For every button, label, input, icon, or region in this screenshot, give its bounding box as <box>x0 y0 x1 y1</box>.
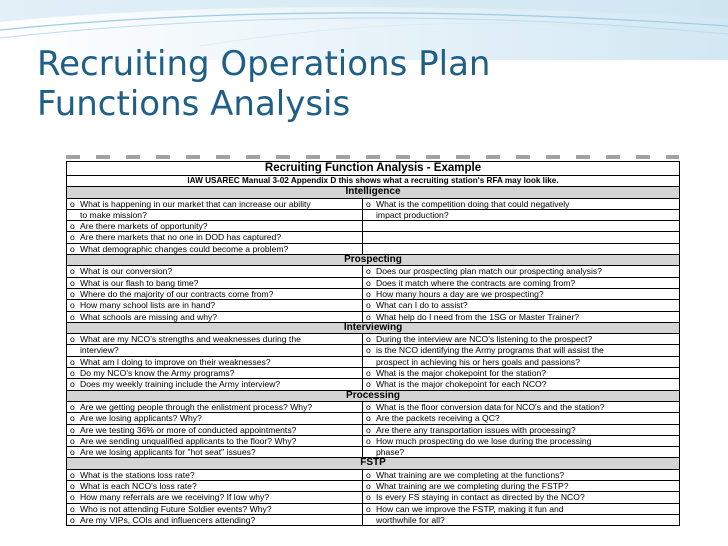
table-row <box>67 356 680 367</box>
table-row <box>67 311 680 322</box>
question-text: phase? <box>376 447 405 458</box>
right-cell <box>363 447 680 458</box>
table-row <box>67 221 680 232</box>
slide-title-line-2: Functions Analysis <box>37 84 351 124</box>
left-cell <box>67 368 363 379</box>
question-text: Are we losing applicants for "hot seat" issues? <box>80 447 256 458</box>
question-text: Does it match where the contracts are coming from? <box>376 277 576 288</box>
bullet-marker: o <box>70 481 75 492</box>
left-cell <box>67 266 363 277</box>
left-cell <box>67 232 363 243</box>
question-text: interview? <box>80 345 119 356</box>
right-cell <box>363 469 680 480</box>
table-row <box>67 368 680 379</box>
bullet-marker: o <box>366 435 371 446</box>
question-text: Are the packets receiving a QC? <box>376 413 500 424</box>
left-cell <box>67 379 363 390</box>
bullet-marker: o <box>70 368 75 379</box>
left-cell <box>67 435 363 446</box>
bullet-marker: o <box>70 300 75 311</box>
bullet-marker: o <box>366 300 371 311</box>
question-text: Does my weekly training include the Army interview? <box>80 379 281 390</box>
question-text: How can we improve the FSTP, making it fun and <box>376 503 564 514</box>
bullet-marker: o <box>70 288 75 299</box>
bullet-marker: o <box>366 368 371 379</box>
left-cell <box>67 424 363 435</box>
question-text: is the NCO identifying the Army programs that will assist the <box>376 345 604 356</box>
table-row <box>67 243 680 254</box>
question-text: What am I doing to improve on their weaknesses? <box>80 356 271 367</box>
question-text: What is the floor conversion data for NCO's and the station? <box>376 401 605 412</box>
bullet-marker: o <box>366 492 371 503</box>
question-text: How much prospecting do we lose during the processing <box>376 435 592 446</box>
rfa-table <box>66 161 680 526</box>
question-text: prospect in achieving his or hers goals and passions? <box>376 356 580 367</box>
question-text: impact production? <box>376 209 449 220</box>
right-cell <box>363 300 680 311</box>
bullet-marker: o <box>366 311 371 322</box>
bullet-marker: o <box>70 413 75 424</box>
table-row <box>67 277 680 288</box>
right-cell <box>363 334 680 345</box>
question-text: Does our prospecting plan match our prospecting analysis? <box>376 266 602 277</box>
bullet-marker: o <box>70 492 75 503</box>
right-cell <box>363 503 680 514</box>
table-row <box>67 288 680 299</box>
left-cell <box>67 481 363 492</box>
section-heading: Processing <box>67 390 680 401</box>
bullet-marker: o <box>366 401 371 412</box>
right-cell <box>363 221 680 232</box>
question-text: How many referrals are we receiving? If low why? <box>80 492 270 503</box>
slide-title-line-1: Recruiting Operations Plan <box>37 44 491 84</box>
doc-title: Recruiting Function Analysis - Example <box>67 162 680 176</box>
table-row <box>67 435 680 446</box>
bullet-marker: o <box>366 334 371 345</box>
table-row <box>67 379 680 390</box>
left-cell <box>67 469 363 480</box>
question-text: Is every FS staying in contact as directed by the NCO? <box>376 492 585 503</box>
bullet-marker: o <box>366 345 371 356</box>
bullet-marker: o <box>366 503 371 514</box>
left-cell <box>67 413 363 424</box>
right-cell <box>363 368 680 379</box>
right-cell <box>363 266 680 277</box>
bullet-marker: o <box>70 447 75 458</box>
left-cell <box>67 300 363 311</box>
question-text: Are we sending unqualified applicants to the floor? Why? <box>80 435 297 446</box>
right-cell <box>363 311 680 322</box>
bullet-marker: o <box>366 413 371 424</box>
rfa-document-image <box>66 155 679 525</box>
bullet-marker: o <box>70 469 75 480</box>
cropped-row-edge <box>66 155 679 159</box>
table-row <box>67 503 680 514</box>
left-cell <box>67 288 363 299</box>
bullet-marker: o <box>70 503 75 514</box>
question-text: Are there markets of opportunity? <box>80 221 208 232</box>
bullet-marker: o <box>70 424 75 435</box>
slide-title <box>37 44 490 124</box>
question-text: What is the major chokepoint for each NCO? <box>376 379 547 390</box>
right-cell <box>363 424 680 435</box>
table-row <box>67 514 680 525</box>
left-cell <box>67 514 363 525</box>
left-cell <box>67 492 363 503</box>
left-cell <box>67 221 363 232</box>
bullet-marker: o <box>366 266 371 277</box>
question-text: How many hours a day are we prospecting? <box>376 288 544 299</box>
question-text: Where do the majority of our contracts come from? <box>80 288 274 299</box>
left-cell <box>67 345 363 356</box>
question-text: What is the competition doing that could negatively <box>376 198 570 209</box>
table-row <box>67 232 680 243</box>
bullet-marker: o <box>366 379 371 390</box>
question-text: What is the major chokepoint for the station? <box>376 368 547 379</box>
question-text: Are we getting people through the enlistment process? Why? <box>80 401 313 412</box>
right-cell <box>363 379 680 390</box>
bullet-marker: o <box>366 424 371 435</box>
bullet-marker: o <box>70 435 75 446</box>
question-text: What is our conversion? <box>80 266 173 277</box>
question-text: Who is not attending Future Soldier events? Why? <box>80 503 272 514</box>
bullet-marker: o <box>70 334 75 345</box>
question-text: What is each NCO's loss rate? <box>80 481 197 492</box>
table-row <box>67 345 680 356</box>
table-row <box>67 447 680 458</box>
question-text: Do my NCO's know the Army programs? <box>80 368 235 379</box>
right-cell <box>363 209 680 220</box>
question-text: What schools are missing and why? <box>80 311 218 322</box>
bullet-marker: o <box>70 401 75 412</box>
bullet-marker: o <box>366 198 371 209</box>
question-text: Are my VIPs, COIs and influencers attending? <box>80 514 256 525</box>
bullet-marker: o <box>70 221 75 232</box>
question-text: Are there any transportation issues with processing? <box>376 424 576 435</box>
bullet-marker: o <box>366 469 371 480</box>
right-cell <box>363 435 680 446</box>
right-cell <box>363 356 680 367</box>
left-cell <box>67 356 363 367</box>
question-text: Are we testing 36% or more of conducted appointments? <box>80 424 297 435</box>
section-heading: Intelligence <box>67 187 680 198</box>
bullet-marker: o <box>70 198 75 209</box>
left-cell <box>67 401 363 412</box>
question-text: What is our flash to bang time? <box>80 277 199 288</box>
right-cell <box>363 413 680 424</box>
question-text: What training are we completing at the functions? <box>376 469 565 480</box>
table-row <box>67 198 680 209</box>
section-heading: Prospecting <box>67 255 680 266</box>
right-cell <box>363 277 680 288</box>
table-row <box>67 266 680 277</box>
right-cell <box>363 288 680 299</box>
table-row <box>67 334 680 345</box>
table-row <box>67 469 680 480</box>
table-row <box>67 481 680 492</box>
table-row <box>67 492 680 503</box>
right-cell <box>363 198 680 209</box>
right-cell <box>363 514 680 525</box>
section-heading: FSTP <box>67 458 680 469</box>
bullet-marker: o <box>366 277 371 288</box>
table-row <box>67 300 680 311</box>
table-row <box>67 424 680 435</box>
bullet-marker: o <box>366 481 371 492</box>
left-cell <box>67 311 363 322</box>
question-text: What demographic changes could become a problem? <box>80 243 289 254</box>
left-cell <box>67 209 363 220</box>
bullet-marker: o <box>70 277 75 288</box>
left-cell <box>67 198 363 209</box>
question-text: What is the stations loss rate? <box>80 469 195 480</box>
question-text: to make mission? <box>80 209 147 220</box>
bullet-marker: o <box>70 311 75 322</box>
left-cell <box>67 503 363 514</box>
section-heading: Interviewing <box>67 322 680 333</box>
doc-subtitle: IAW USAREC Manual 3-02 Appendix D this shows what a recruiting station's RFA may look like. <box>67 176 680 187</box>
bullet-marker: o <box>70 514 75 525</box>
right-cell <box>363 492 680 503</box>
question-text: Are we losing applicants? Why? <box>80 413 202 424</box>
bullet-marker: o <box>70 266 75 277</box>
question-text: What is happening in our market that can increase our ability <box>80 198 311 209</box>
question-text: worthwhile for all? <box>376 514 445 525</box>
question-text: What help do I need from the 1SG or Master Trainer? <box>376 311 580 322</box>
bullet-marker: o <box>70 232 75 243</box>
left-cell <box>67 277 363 288</box>
question-text: What are my NCO's strengths and weaknesses during the <box>80 334 301 345</box>
right-cell <box>363 232 680 243</box>
left-cell <box>67 334 363 345</box>
question-text: During the interview are NCO's listening to the prospect? <box>376 334 593 345</box>
table-row <box>67 209 680 220</box>
bullet-marker: o <box>366 288 371 299</box>
bullet-marker: o <box>70 379 75 390</box>
right-cell <box>363 243 680 254</box>
question-text: How many school lists are in hand? <box>80 300 216 311</box>
bullet-marker: o <box>70 356 75 367</box>
question-text: What training are we completing during the FSTP? <box>376 481 569 492</box>
question-text: What can I do to assist? <box>376 300 468 311</box>
right-cell <box>363 345 680 356</box>
right-cell <box>363 401 680 412</box>
left-cell <box>67 243 363 254</box>
table-row <box>67 401 680 412</box>
right-cell <box>363 481 680 492</box>
table-row <box>67 413 680 424</box>
left-cell <box>67 447 363 458</box>
bullet-marker: o <box>70 243 75 254</box>
question-text: Are there markets that no one in DOD has captured? <box>80 232 282 243</box>
